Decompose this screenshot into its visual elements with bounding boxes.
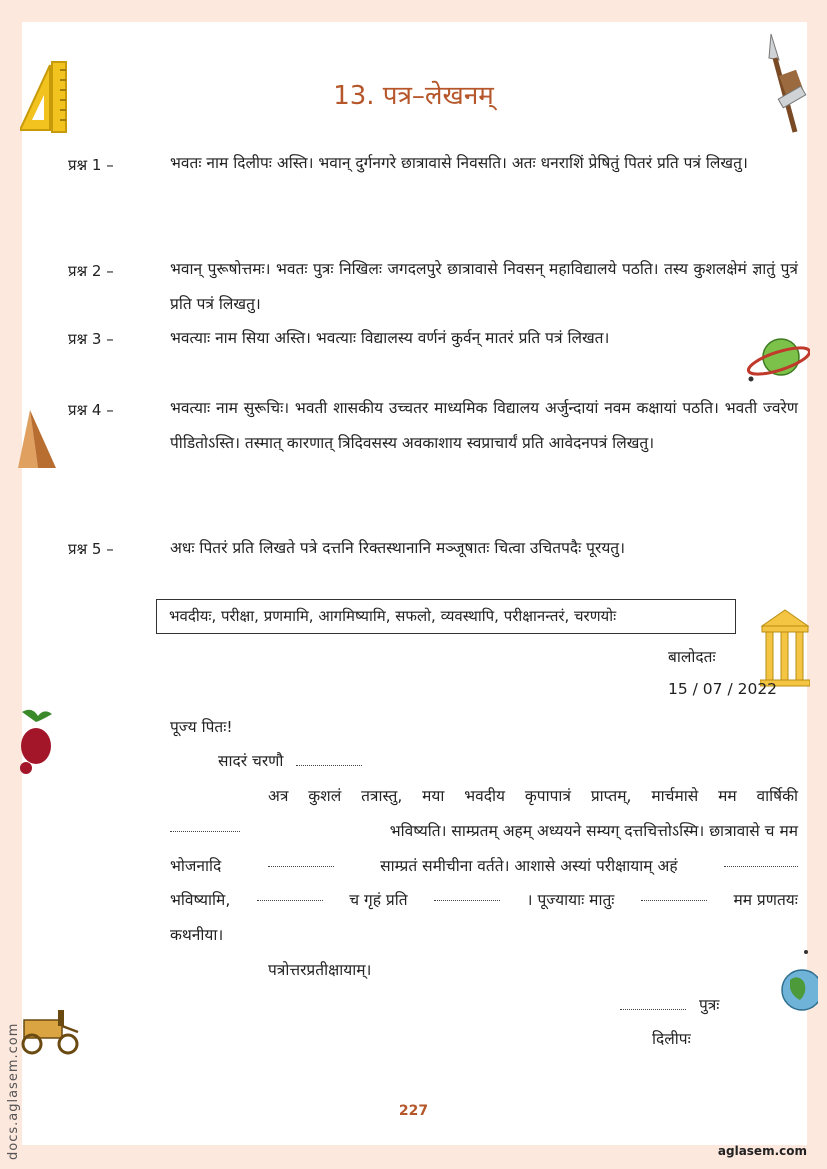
letter-line-3 <box>170 854 798 876</box>
letter-text: मम प्रणतयः <box>733 891 798 909</box>
letter-line-2 <box>170 819 798 841</box>
letter-text: च गृहं प्रति <box>349 891 408 909</box>
page-title: 13. पत्र–लेखनम् <box>333 81 494 111</box>
pyramid-icon <box>18 410 58 470</box>
watermark: docs.aglasem.com <box>6 1022 21 1160</box>
question-label: प्रश्न 4 – <box>68 401 114 419</box>
word-box: भवदीयः, परीक्षा, प्रणमामि, आगमिष्यामि, सफलो, व्यवस्थापि, परीक्षानन्तरं, चरणयोः <box>156 599 736 634</box>
letter-text: भविष्यामि, <box>170 891 231 909</box>
letter-place: बालोदतः <box>668 648 716 666</box>
blank-5[interactable] <box>257 888 323 901</box>
letter-line-4 <box>170 888 798 910</box>
question-text: भवान् पुरूषोत्तमः। भवतः पुत्रः निखिलः जगदलपुरे छात्रावासे निवसन् महाविद्यालये पठति। तस्य कुशलक्षेमं ज्ञातुं पुत्रं प्रति पत्रं लिखतु। <box>170 260 798 313</box>
letter-text: साम्प्रतं समीचीना वर्तते। आशासे अस्यां परीक्षायाम् अहं <box>380 857 678 875</box>
blank-6[interactable] <box>434 888 500 901</box>
letter-son: पुत्रः <box>698 996 720 1014</box>
question-label: प्रश्न 5 – <box>68 540 114 558</box>
blank-7[interactable] <box>641 888 707 901</box>
question-label: प्रश्न 2 – <box>68 262 114 280</box>
globe-icon <box>778 948 818 1018</box>
letter-line-5: कथनीया। <box>170 926 224 944</box>
question-text: अधः पितरं प्रति लिखते पत्रे दत्तनि रिक्तस्थानानि मञ्जूषातः चित्वा उचितपदैः पूरयतु। <box>170 539 626 557</box>
question-text: भवत्याः नाम सिया अस्ति। भवत्याः विद्यालस्य वर्णनं कुर्वन् मातरं प्रति पत्रं लिखत। <box>170 329 610 347</box>
page-number: 227 <box>398 1103 429 1119</box>
letter-closing: पत्रोत्तरप्रतीक्षायाम्। <box>268 961 372 979</box>
letter-text: भोजनादि <box>170 857 222 875</box>
letter-salutation: पूज्य पितः! <box>170 718 233 736</box>
blank-2[interactable] <box>170 819 240 832</box>
question-label: प्रश्न 1 – <box>68 156 114 174</box>
carriage-icon <box>18 1002 84 1057</box>
question-label: प्रश्न 3 – <box>68 330 114 348</box>
question-text: भवतः नाम दिलीपः अस्ति। भवान् दुर्गनगरे छात्रावासे निवसति। अतः धनराशिं प्रेषितुं पितरं प्रति पत्रं लिखतु। <box>170 154 748 172</box>
letter-son-line <box>620 993 719 1015</box>
fruit-icon <box>18 706 58 776</box>
blank-3[interactable] <box>268 854 334 867</box>
letter-line-2-text: भविष्यति। साम्प्रतम् अहम् अध्ययने सम्यग् दत्तचित्तोऽस्मि। छात्रावासे च मम <box>389 822 798 840</box>
page <box>22 22 807 1145</box>
blank-1[interactable] <box>296 753 362 766</box>
question-text: भवत्याः नाम सुरूचिः। भवती शासकीय उच्चतर माध्यमिक विद्यालय अर्जुन्दायां नवम कक्षायां पठति। भवती ज्वरेण पीडितोऽस्ति। तस्मात् कारणात् त्रिदिवसस्य अवकाशाय स्वप्राचार्यं प्रति आवेदनपत्रं लिखतु। <box>170 399 798 452</box>
letter-greeting: सादरं चरणौ <box>218 752 284 770</box>
brand-label: aglasem.com <box>717 1144 807 1158</box>
blank-8[interactable] <box>620 997 686 1010</box>
letter-text: । पूज्यायाः मातुः <box>526 891 615 909</box>
letter-greeting-line <box>218 749 362 771</box>
letter-line-1: अत्र कुशलं तत्रास्तु, मया भवदीय कृपापात्रं प्राप्तम्, मार्चमासे मम वार्षिकी <box>268 787 798 805</box>
blank-4[interactable] <box>724 854 798 867</box>
temple-icon <box>760 608 810 688</box>
letter-signature: दिलीपः <box>652 1030 691 1048</box>
letter-date: 15 / 07 / 2022 <box>668 680 778 698</box>
